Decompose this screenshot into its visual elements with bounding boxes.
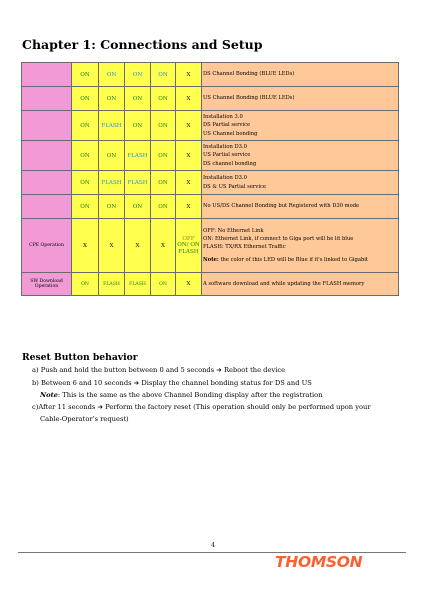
description-line: DS channel bonding bbox=[203, 160, 257, 167]
description-line: US Channel bonding bbox=[203, 130, 258, 137]
description-line: FLASH: TX/RX Ethernet Traffic bbox=[203, 244, 286, 250]
led-cell: ON bbox=[72, 111, 99, 141]
led-cell: X bbox=[176, 87, 202, 111]
description-cell bbox=[202, 141, 399, 171]
led-cell: X bbox=[99, 219, 125, 273]
led-cell: ON bbox=[72, 195, 99, 219]
reset-item-c: c)After 11 seconds ➔ Perform the factory reset (This operation should only be performed upon your bbox=[32, 403, 371, 411]
led-cell: FLASH bbox=[125, 273, 151, 296]
table-row bbox=[22, 111, 399, 141]
led-cell: ON bbox=[151, 273, 176, 296]
description-line: Installation D3.0 bbox=[203, 144, 247, 151]
led-cell: ON bbox=[72, 273, 99, 296]
description-line: Installation D3.0 bbox=[203, 175, 247, 182]
led-cell: X bbox=[176, 63, 202, 87]
table-row-cpe-operation bbox=[22, 219, 399, 273]
row-label-cell bbox=[22, 111, 72, 141]
description-line: US Partial service bbox=[203, 152, 251, 159]
led-cell: FLASH bbox=[125, 171, 151, 195]
chapter-title: Chapter 1: Connections and Setup bbox=[22, 37, 263, 52]
led-cell: X bbox=[176, 171, 202, 195]
reset-item-a: a) Push and hold the button between 0 and 5 seconds ➔ Reboot the device bbox=[32, 366, 286, 374]
table-row-sw-download bbox=[22, 273, 399, 296]
description-line: A software download and while updating the FLASH memory bbox=[203, 280, 365, 287]
led-cell: ON bbox=[125, 111, 151, 141]
led-cell: ON bbox=[151, 195, 176, 219]
led-cell: X bbox=[151, 219, 176, 273]
table-row bbox=[22, 171, 399, 195]
led-cell: ON bbox=[99, 63, 125, 87]
led-cell: ON bbox=[72, 63, 99, 87]
row-label-cell bbox=[22, 63, 72, 87]
led-cell: ON bbox=[151, 171, 176, 195]
reset-item-c-continuation: Cable-Operator’s request) bbox=[40, 415, 129, 423]
description-cell bbox=[202, 273, 399, 296]
description-line: No US/DS Channel Bonding but Registered with D30 mode bbox=[203, 203, 360, 210]
led-cell: ON bbox=[151, 141, 176, 171]
led-state: OFF bbox=[182, 235, 195, 242]
led-cell: X bbox=[125, 219, 151, 273]
description-cell bbox=[202, 219, 399, 273]
led-cell: X bbox=[72, 219, 99, 273]
reset-note bbox=[40, 391, 323, 399]
description-line: US Channel Bonding (BLUE LEDs) bbox=[203, 95, 295, 102]
led-cell: ON bbox=[151, 111, 176, 141]
page-number: 4 bbox=[211, 542, 215, 549]
led-state: FLASH bbox=[178, 248, 199, 255]
description-line: ON: Ethernet Link, if connect to Giga port will be lit blue bbox=[203, 235, 354, 242]
description-line: DS Channel Bonding (BLUE LEDs) bbox=[203, 71, 295, 78]
description-cell bbox=[202, 195, 399, 219]
row-label-cell bbox=[22, 195, 72, 219]
note-label: Note bbox=[40, 391, 58, 399]
led-cell: ON bbox=[72, 171, 99, 195]
table-row bbox=[22, 141, 399, 171]
led-cell: FLASH bbox=[99, 273, 125, 296]
led-cell: ON bbox=[72, 141, 99, 171]
note-text: : This is the same as the above Channel Bonding display after the registration bbox=[57, 391, 323, 399]
table-row bbox=[22, 195, 399, 219]
ethernet-led-cell bbox=[176, 219, 202, 273]
row-label-cell bbox=[22, 171, 72, 195]
reset-section-title: Reset Button behavior bbox=[22, 352, 138, 363]
led-cell: ON bbox=[125, 63, 151, 87]
led-cell: X bbox=[176, 273, 202, 296]
description-cell bbox=[202, 171, 399, 195]
description-note bbox=[203, 256, 397, 264]
led-cell: FLASH bbox=[99, 111, 125, 141]
led-state: ON/ ON bbox=[177, 242, 200, 249]
led-status-table bbox=[21, 62, 399, 296]
led-cell: ON bbox=[151, 63, 176, 87]
led-cell: X bbox=[176, 141, 202, 171]
reset-item-b: b) Between 6 and 10 seconds ➔ Display the channel bonding status for DS and US bbox=[32, 379, 312, 387]
note-label: Note: bbox=[203, 257, 219, 264]
description-line: OFF: No Ethernet Link bbox=[203, 227, 264, 234]
led-cell: FLASH bbox=[99, 171, 125, 195]
led-cell: ON bbox=[99, 87, 125, 111]
description-line: DS & US Partial service bbox=[203, 183, 266, 190]
led-cell: ON bbox=[125, 195, 151, 219]
description-line: DS Partial service bbox=[203, 122, 251, 129]
row-label-cell bbox=[22, 141, 72, 171]
description-cell bbox=[202, 63, 399, 87]
thomson-logo: THOMSON bbox=[275, 553, 363, 571]
note-text: the color of this LED will be Blue if it's linked to Gigabit bbox=[218, 257, 369, 264]
led-cell: ON bbox=[125, 87, 151, 111]
led-cell: X bbox=[176, 195, 202, 219]
led-cell: ON bbox=[99, 195, 125, 219]
led-cell: X bbox=[176, 111, 202, 141]
row-label-cell bbox=[22, 87, 72, 111]
description-cell bbox=[202, 87, 399, 111]
description-cell bbox=[202, 111, 399, 141]
row-label-cell: SW Download Operation bbox=[22, 273, 72, 296]
led-cell: ON bbox=[151, 87, 176, 111]
description-line: Installation 3.0 bbox=[203, 114, 243, 121]
led-cell: FLASH bbox=[125, 141, 151, 171]
table-row bbox=[22, 87, 399, 111]
led-cell: ON bbox=[99, 141, 125, 171]
row-label-cell: CPE Operation bbox=[22, 219, 72, 273]
table-row bbox=[22, 63, 399, 87]
led-cell: ON bbox=[72, 87, 99, 111]
